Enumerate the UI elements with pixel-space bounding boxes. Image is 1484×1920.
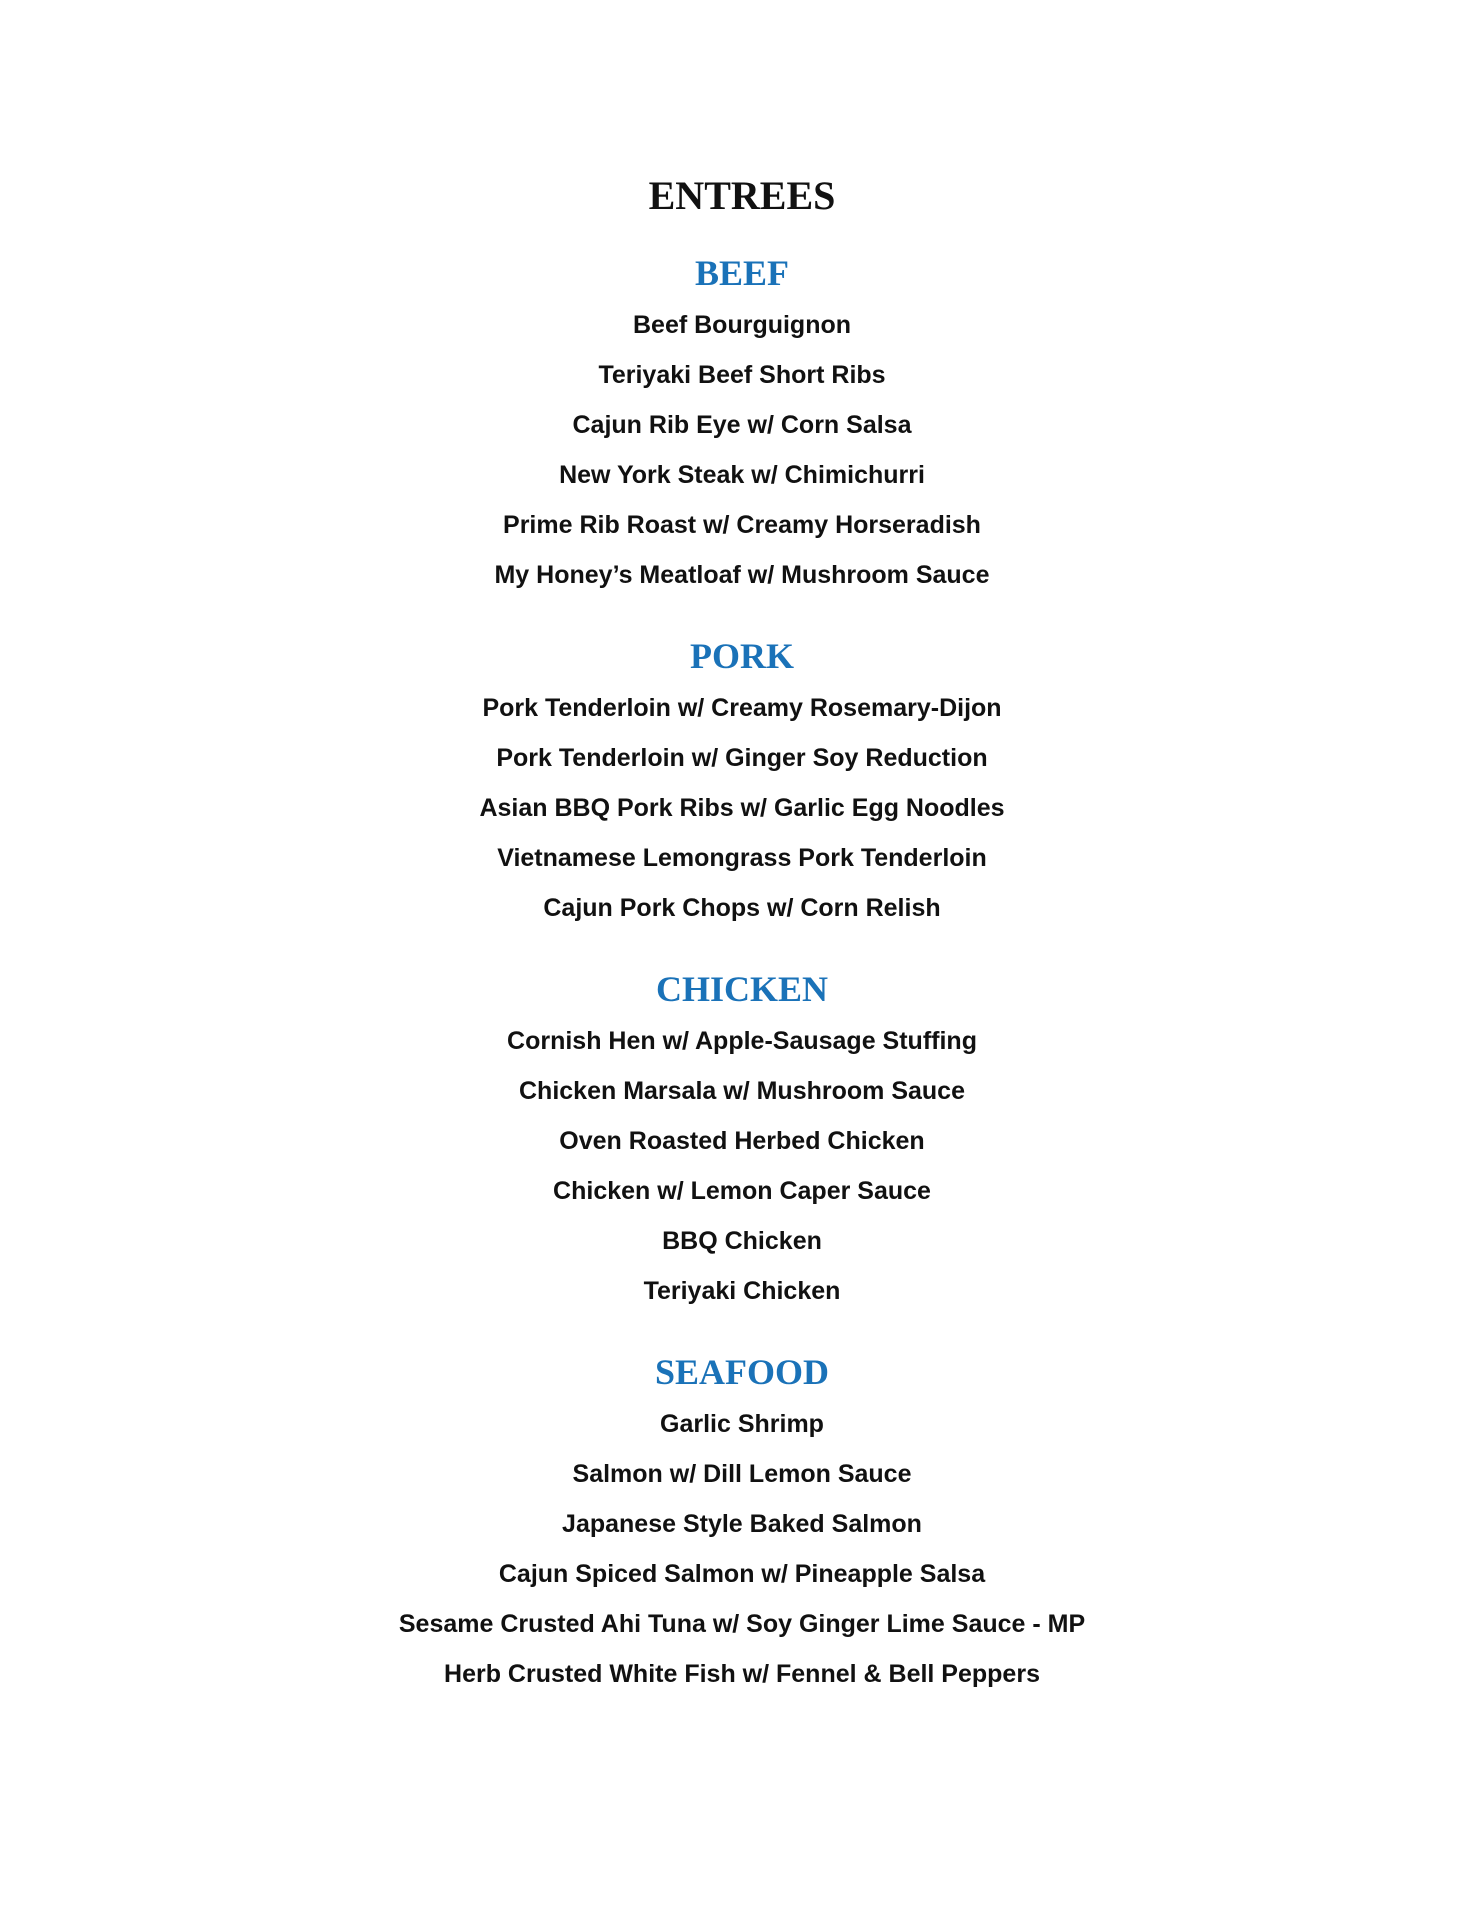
menu-item: Herb Crusted White Fish w/ Fennel & Bell Peppers (444, 1660, 1040, 1688)
menu-item: Chicken Marsala w/ Mushroom Sauce (519, 1077, 965, 1105)
menu-item: Cajun Spiced Salmon w/ Pineapple Salsa (498, 1560, 986, 1588)
menu-item: Beef Bourguignon (632, 311, 852, 339)
menu-item: New York Steak w/ Chimichurri (559, 461, 925, 489)
menu-item: Cajun Rib Eye w/ Corn Salsa (572, 411, 912, 439)
menu-item: Asian BBQ Pork Ribs w/ Garlic Egg Noodles (479, 794, 1005, 822)
menu-item: My Honey’s Meatloaf w/ Mushroom Sauce (494, 561, 990, 589)
menu-item: Japanese Style Baked Salmon (562, 1510, 922, 1538)
section-heading-pork: PORK (690, 636, 794, 676)
menu-item: Garlic Shrimp (660, 1410, 824, 1438)
section-heading-chicken: CHICKEN (655, 969, 829, 1009)
menu-item: Pork Tenderloin w/ Ginger Soy Reduction (496, 744, 988, 772)
menu-item: Teriyaki Chicken (643, 1277, 841, 1305)
menu-item: Sesame Crusted Ahi Tuna w/ Soy Ginger Lime Sauce - MP (398, 1610, 1086, 1638)
menu-item: Cornish Hen w/ Apple-Sausage Stuffing (507, 1027, 977, 1055)
menu-item: Chicken w/ Lemon Caper Sauce (553, 1177, 931, 1205)
menu-item: Vietnamese Lemongrass Pork Tenderloin (497, 844, 987, 872)
menu-item: Salmon w/ Dill Lemon Sauce (572, 1460, 912, 1488)
section-heading-beef: BEEF (694, 253, 790, 293)
menu-item: Oven Roasted Herbed Chicken (559, 1127, 925, 1155)
menu-item: Prime Rib Roast w/ Creamy Horseradish (503, 511, 981, 539)
menu-item: Teriyaki Beef Short Ribs (598, 361, 886, 389)
menu-item: Cajun Pork Chops w/ Corn Relish (543, 894, 941, 922)
menu-item: Pork Tenderloin w/ Creamy Rosemary-Dijon (482, 694, 1002, 722)
section-heading-seafood: SEAFOOD (654, 1352, 830, 1392)
menu-item: BBQ Chicken (662, 1227, 822, 1255)
page-title: ENTREES (648, 173, 836, 218)
